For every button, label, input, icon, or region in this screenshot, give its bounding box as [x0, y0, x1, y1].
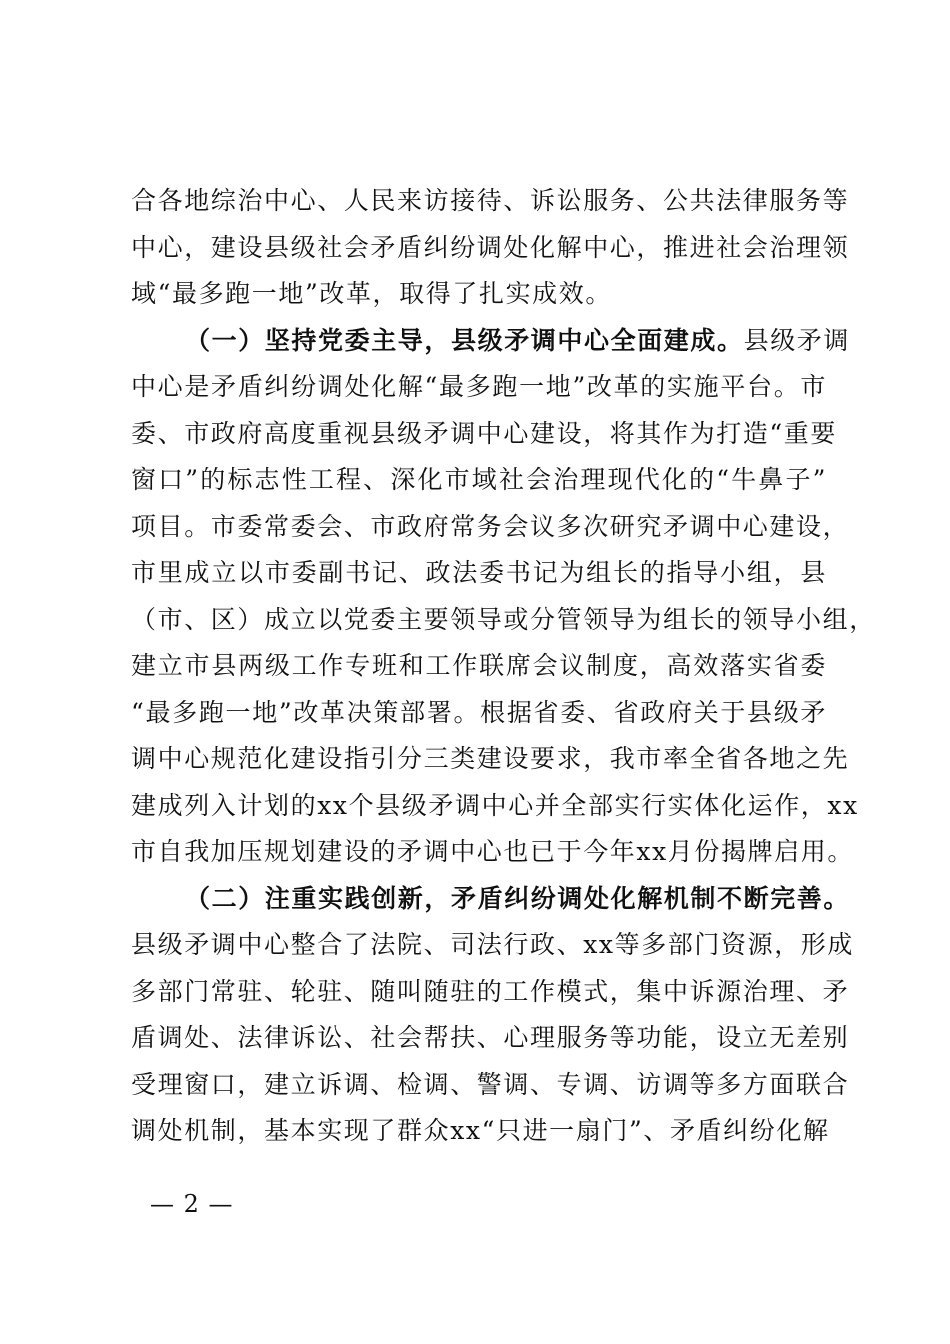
page-number: — 2 —: [150, 1190, 234, 1218]
paragraph-line: 合各地综治中心、人民来访接待、诉讼服务、公共法律服务等: [131, 186, 850, 215]
paragraph-line: 县级矛调中心整合了法院、司法行政、xx等多部门资源，形成: [131, 930, 855, 959]
paragraph-line: （市、区）成立以党委主要领导或分管领导为组长的领导小组，: [131, 604, 876, 634]
paragraph-line: 窗口”的标志性工程、深化市域社会治理现代化的“牛鼻子”: [131, 465, 827, 494]
paragraph-line: 调处机制，基本实现了群众xx“只进一扇门”、矛盾纠纷化解: [131, 1116, 830, 1145]
section-2-first-line: [131, 876, 851, 923]
paragraph-line: “最多跑一地”改革决策部署。根据省委、省政府关于县级矛: [131, 697, 827, 727]
section-2-heading: （二）注重实践创新，矛盾纠纷调处化解机制不断完善。: [185, 883, 851, 913]
paragraph-line: 中心是矛盾纠纷调处化解“最多跑一地”改革的实施平台。市: [131, 372, 827, 401]
section-1-first-line-rest: 县级矛调: [743, 325, 851, 355]
paragraph-line: 受理窗口，建立诉调、检调、警调、专调、访调等多方面联合: [131, 1069, 850, 1099]
paragraph-line: 盾调处、法律诉讼、社会帮扶、心理服务等功能，设立无差别: [131, 1023, 850, 1052]
paragraph-line: 项目。市委常委会、市政府常务会议多次研究矛调中心建设，: [131, 511, 850, 541]
paragraph-line: 调中心规范化建设指引分三类建设要求，我市率全省各地之先: [131, 744, 850, 773]
paragraph-line: 市里成立以市委副书记、政法委书记为组长的指导小组，县: [131, 558, 827, 587]
paragraph-line: 委、市政府高度重视县级矛调中心建设，将其作为打造“重要: [131, 418, 837, 448]
section-1-heading: （一）坚持党委主导，县级矛调中心全面建成。: [185, 325, 744, 355]
paragraph-line: 建立市县两级工作专班和工作联席会议制度，高效落实省委: [131, 651, 827, 680]
body-text: [131, 178, 876, 1155]
section-1-first-line: [131, 318, 851, 365]
paragraph-line: 建成列入计划的xx个县级矛调中心并全部实行实体化运作，xx: [131, 790, 859, 820]
paragraph-line: 市自我加压规划建设的矛调中心也已于今年xx月份揭牌启用。: [131, 837, 855, 866]
paragraph-line: 多部门常驻、轮驻、随叫随驻的工作模式，集中诉源治理、矛: [131, 976, 850, 1006]
paragraph-line: 域“最多跑一地”改革，取得了扎实成效。: [131, 279, 612, 308]
paragraph-line: 中心，建设县级社会矛盾纠纷调处化解中心，推进社会治理领: [131, 232, 850, 262]
